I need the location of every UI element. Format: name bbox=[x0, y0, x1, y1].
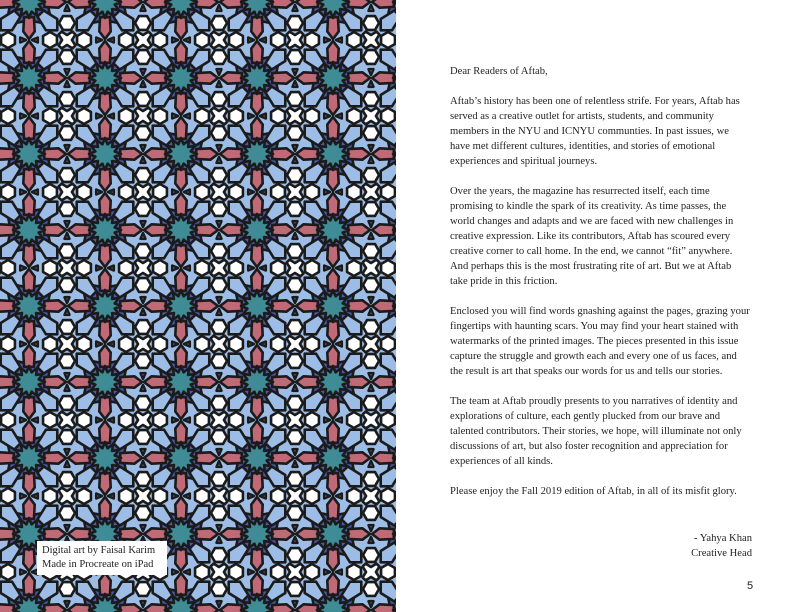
letter-paragraph: The team at Aftab proudly presents to you narratives of identity and explorations of culture, each gently plucked from our brave and talented contributors. Their stories, we hope, will illuminate not only discussions of art, but also foster recognition and appreciation for experiences of all kinds. bbox=[450, 396, 742, 467]
art-credit-line-1: Digital art by Faisal Karim bbox=[42, 545, 156, 556]
letter-paragraph: Aftab’s history has been one of relentless strife. For years, Aftab has served as a creative outlet for artists, students, and community members in the NYU and ICNYU communties. In past issues, we have met different cultures, identities, and stories of emotional experiences and spiritual journeys. bbox=[450, 96, 740, 167]
letter-paragraph: Over the years, the magazine has resurrected itself, each time promising to kindle the spark of its creativity. As time passes, the world changes and adapts and we are faced with new challenges in creative expression. Like its contributors, Aftab has scoured every creative corner to call home. In the end, we cannot “fit” anywhere. And perhaps this is the most frustrating rite of art. But we at Aftab take pride in this friction. bbox=[450, 186, 734, 287]
signature-name: - Yahya Khan bbox=[694, 533, 752, 544]
signature-title: Creative Head bbox=[691, 548, 752, 559]
letter-greeting: Dear Readers of Aftab, bbox=[450, 66, 548, 77]
page-number: 5 bbox=[747, 580, 754, 592]
letter-paragraph: Enclosed you will find words gnashing against the pages, grazing your fingertips with haunting scars. You may find your heart stained with watermarks of the printed images. The pieces presented in this issue capture the struggle and growth each and every one of us faces, and the result is art that speaks our words for us and tells our stories. bbox=[450, 306, 750, 377]
letter-paragraph: Please enjoy the Fall 2019 edition of Aftab, in all of its misfit glory. bbox=[450, 486, 737, 497]
letter-signature bbox=[600, 531, 752, 561]
editor-letter bbox=[450, 64, 750, 514]
art-credit-caption bbox=[37, 541, 167, 575]
art-credit-line-2: Made in Procreate on iPad bbox=[42, 559, 154, 570]
